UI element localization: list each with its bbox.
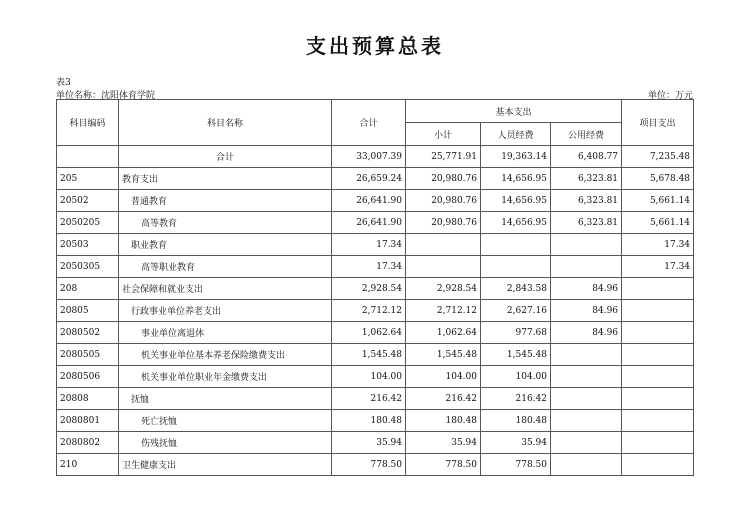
row-personnel: 1,545.48	[481, 344, 551, 366]
row-subtotal: 25,771.91	[406, 146, 481, 168]
row-total: 17.34	[332, 256, 406, 278]
row-total: 2,712.12	[332, 300, 406, 322]
row-public	[551, 432, 622, 454]
header-public: 公用经费	[551, 123, 622, 146]
row-personnel: 778.50	[481, 454, 551, 476]
row-personnel: 19,363.14	[481, 146, 551, 168]
row-name: 合计	[119, 146, 332, 168]
row-total: 26,659.24	[332, 168, 406, 190]
row-subtotal: 20,980.76	[406, 168, 481, 190]
row-code: 2080502	[57, 322, 119, 344]
row-name: 伤残抚恤	[119, 432, 332, 454]
header-personnel: 人员经费	[481, 123, 551, 146]
row-name: 事业单位离退休	[119, 322, 332, 344]
row-subtotal: 778.50	[406, 454, 481, 476]
row-code: 20808	[57, 388, 119, 410]
table-row	[57, 168, 694, 190]
row-personnel: 216.42	[481, 388, 551, 410]
row-public: 6,323.81	[551, 212, 622, 234]
table-row	[57, 190, 694, 212]
row-public	[551, 410, 622, 432]
row-name: 机关事业单位职业年金缴费支出	[119, 366, 332, 388]
table-number: 表3	[56, 78, 71, 88]
row-public	[551, 388, 622, 410]
row-public: 6,408.77	[551, 146, 622, 168]
header-name: 科目名称	[119, 100, 332, 146]
table-row	[57, 300, 694, 322]
row-name: 机关事业单位基本养老保险缴费支出	[119, 344, 332, 366]
row-public	[551, 454, 622, 476]
row-total: 104.00	[332, 366, 406, 388]
row-project: 5,661.14	[622, 190, 694, 212]
row-subtotal: 35.94	[406, 432, 481, 454]
row-code: 20502	[57, 190, 119, 212]
row-public: 84.96	[551, 278, 622, 300]
row-public: 6,323.81	[551, 190, 622, 212]
table-row	[57, 410, 694, 432]
row-subtotal: 20,980.76	[406, 212, 481, 234]
row-total: 778.50	[332, 454, 406, 476]
row-subtotal: 216.42	[406, 388, 481, 410]
row-public: 6,323.81	[551, 168, 622, 190]
row-name: 教育支出	[119, 168, 332, 190]
row-code	[57, 146, 119, 168]
row-project: 5,678.48	[622, 168, 694, 190]
row-name: 高等教育	[119, 212, 332, 234]
row-total: 26,641.90	[332, 190, 406, 212]
row-total: 216.42	[332, 388, 406, 410]
row-project	[622, 366, 694, 388]
budget-table	[56, 99, 694, 476]
row-name: 行政事业单位养老支出	[119, 300, 332, 322]
row-subtotal	[406, 234, 481, 256]
row-code: 2080505	[57, 344, 119, 366]
row-subtotal: 20,980.76	[406, 190, 481, 212]
row-project: 17.34	[622, 256, 694, 278]
row-project: 5,661.14	[622, 212, 694, 234]
row-public: 84.96	[551, 322, 622, 344]
row-project	[622, 322, 694, 344]
row-project: 7,235.48	[622, 146, 694, 168]
header-subtotal: 小计	[406, 123, 481, 146]
row-project: 17.34	[622, 234, 694, 256]
row-code: 205	[57, 168, 119, 190]
table-row	[57, 432, 694, 454]
header-total: 合计	[332, 100, 406, 146]
row-project	[622, 432, 694, 454]
currency-unit: 单位：万元	[647, 91, 693, 101]
row-total: 2,928.54	[332, 278, 406, 300]
row-code: 2080801	[57, 410, 119, 432]
header-project: 项目支出	[622, 100, 694, 146]
row-name: 抚恤	[119, 388, 332, 410]
row-personnel: 14,656.95	[481, 190, 551, 212]
unit-name: 单位名称：沈阳体育学院	[56, 91, 156, 101]
row-personnel	[481, 234, 551, 256]
row-public	[551, 234, 622, 256]
row-total: 35.94	[332, 432, 406, 454]
header-code: 科目编码	[57, 100, 119, 146]
row-code: 2080506	[57, 366, 119, 388]
table-row	[57, 454, 694, 476]
row-public: 84.96	[551, 300, 622, 322]
row-subtotal: 1,545.48	[406, 344, 481, 366]
row-code: 20503	[57, 234, 119, 256]
row-public	[551, 366, 622, 388]
row-project	[622, 454, 694, 476]
row-total: 180.48	[332, 410, 406, 432]
table-row-total	[57, 146, 694, 168]
row-code: 210	[57, 454, 119, 476]
row-subtotal: 2,712.12	[406, 300, 481, 322]
row-name: 社会保障和就业支出	[119, 278, 332, 300]
table-row	[57, 278, 694, 300]
table-row	[57, 366, 694, 388]
row-personnel: 2,843.58	[481, 278, 551, 300]
row-personnel: 104.00	[481, 366, 551, 388]
row-public	[551, 256, 622, 278]
row-total: 1,545.48	[332, 344, 406, 366]
header-basic: 基本支出	[406, 100, 622, 123]
row-subtotal: 104.00	[406, 366, 481, 388]
row-project	[622, 410, 694, 432]
row-personnel: 2,627.16	[481, 300, 551, 322]
row-personnel	[481, 256, 551, 278]
row-subtotal: 180.48	[406, 410, 481, 432]
row-total: 33,007.39	[332, 146, 406, 168]
row-personnel: 35.94	[481, 432, 551, 454]
table-row	[57, 256, 694, 278]
row-total: 26,641.90	[332, 212, 406, 234]
row-code: 2080802	[57, 432, 119, 454]
table-row	[57, 212, 694, 234]
row-personnel: 14,656.95	[481, 168, 551, 190]
row-code: 20805	[57, 300, 119, 322]
table-row	[57, 322, 694, 344]
row-subtotal: 2,928.54	[406, 278, 481, 300]
row-code: 2050305	[57, 256, 119, 278]
row-name: 卫生健康支出	[119, 454, 332, 476]
row-name: 死亡抚恤	[119, 410, 332, 432]
row-subtotal: 1,062.64	[406, 322, 481, 344]
row-project	[622, 300, 694, 322]
row-personnel: 14,656.95	[481, 212, 551, 234]
row-name: 高等职业教育	[119, 256, 332, 278]
row-project	[622, 278, 694, 300]
table-row	[57, 388, 694, 410]
row-personnel: 977.68	[481, 322, 551, 344]
row-code: 2050205	[57, 212, 119, 234]
row-code: 208	[57, 278, 119, 300]
row-name: 职业教育	[119, 234, 332, 256]
row-total: 1,062.64	[332, 322, 406, 344]
page-title: 支出预算总表	[306, 34, 444, 58]
row-personnel: 180.48	[481, 410, 551, 432]
row-project	[622, 344, 694, 366]
row-total: 17.34	[332, 234, 406, 256]
row-project	[622, 388, 694, 410]
row-name: 普通教育	[119, 190, 332, 212]
table-row	[57, 234, 694, 256]
row-subtotal	[406, 256, 481, 278]
table-row	[57, 344, 694, 366]
row-public	[551, 344, 622, 366]
